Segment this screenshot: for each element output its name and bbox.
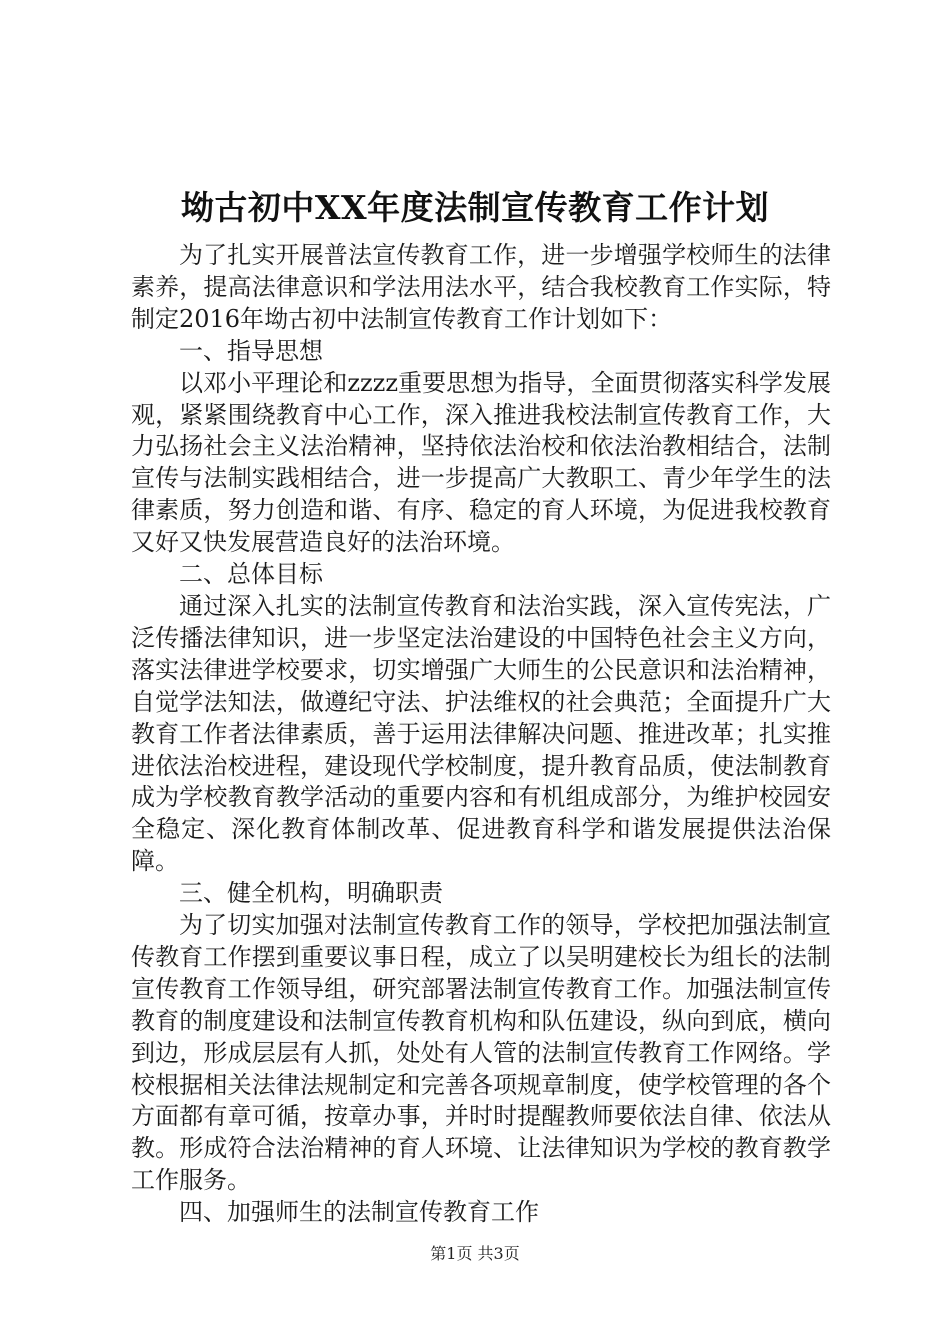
organization-paragraph: 为了切实加强对法制宣传教育工作的领导，学校把加强法制宣传教育工作摆到重要议事日程，成立了以吴明建校长为组长的法制宣传教育工作领导组，研究部署法制宣传教育工作。加强法制宣传教育的制度建设和法制宣传教育机构和队伍建设，纵向到底，横向到边，形成层层有人抓，处处有人管的法制宣传教育工作网络。学校根据相关法律法规制定和完善各项规章制度，使学校管理的各个方面都有章可循，按章办事，并时时提醒教师要依法自律、依法从教。形成符合法治精神的育人环境、让法律知识为学校的教育教学工作服务。: [131, 911, 831, 1195]
section-heading-organization: 三、健全机构，明确职责: [179, 879, 443, 908]
section-heading-education-work: 四、加强师生的法制宣传教育工作: [179, 1198, 539, 1227]
intro-paragraph: 为了扎实开展普法宣传教育工作，进一步增强学校师生的法律素养，提高法律意识和学法用法水平，结合我校教育工作实际，特制定2016年坳古初中法制宣传教育工作计划如下：: [131, 241, 831, 333]
document-title: 坳古初中XX年度法制宣传教育工作计划: [180, 188, 770, 227]
section-heading-overall-goal: 二、总体目标: [179, 560, 323, 589]
guiding-thought-paragraph: 以邓小平理论和zzzz重要思想为指导，全面贯彻落实科学发展观，紧紧围绕教育中心工作，深入推进我校法制宣传教育工作，大力弘扬社会主义法治精神，坚持依法治校和依法治教相结合，法制宣传与法制实践相结合，进一步提高广大教职工、青少年学生的法律素质，努力创造和谐、有序、稳定的育人环境，为促进我校教育又好又快发展营造良好的法治环境。: [131, 368, 831, 557]
page-footer: 第1页 共3页: [430, 1244, 520, 1263]
section-heading-guiding-thought: 一、指导思想: [179, 336, 323, 365]
document-body: [131, 240, 831, 1229]
overall-goal-paragraph: 通过深入扎实的法制宣传教育和法治实践，深入宣传宪法，广泛传播法律知识，进一步坚定法治建设的中国特色社会主义方向，落实法律进学校要求，切实增强广大师生的公民意识和法治精神，自觉学法知法，做遵纪守法、护法维权的社会典范；全面提升广大教育工作者法律素质，善于运用法律解决问题、推进改革；扎实推进依法治校进程，建设现代学校制度，提升教育品质，使法制教育成为学校教育教学活动的重要内容和有机组成部分，为维护校园安全稳定、深化教育体制改革、促进教育科学和谐发展提供法治保障。: [131, 591, 831, 876]
